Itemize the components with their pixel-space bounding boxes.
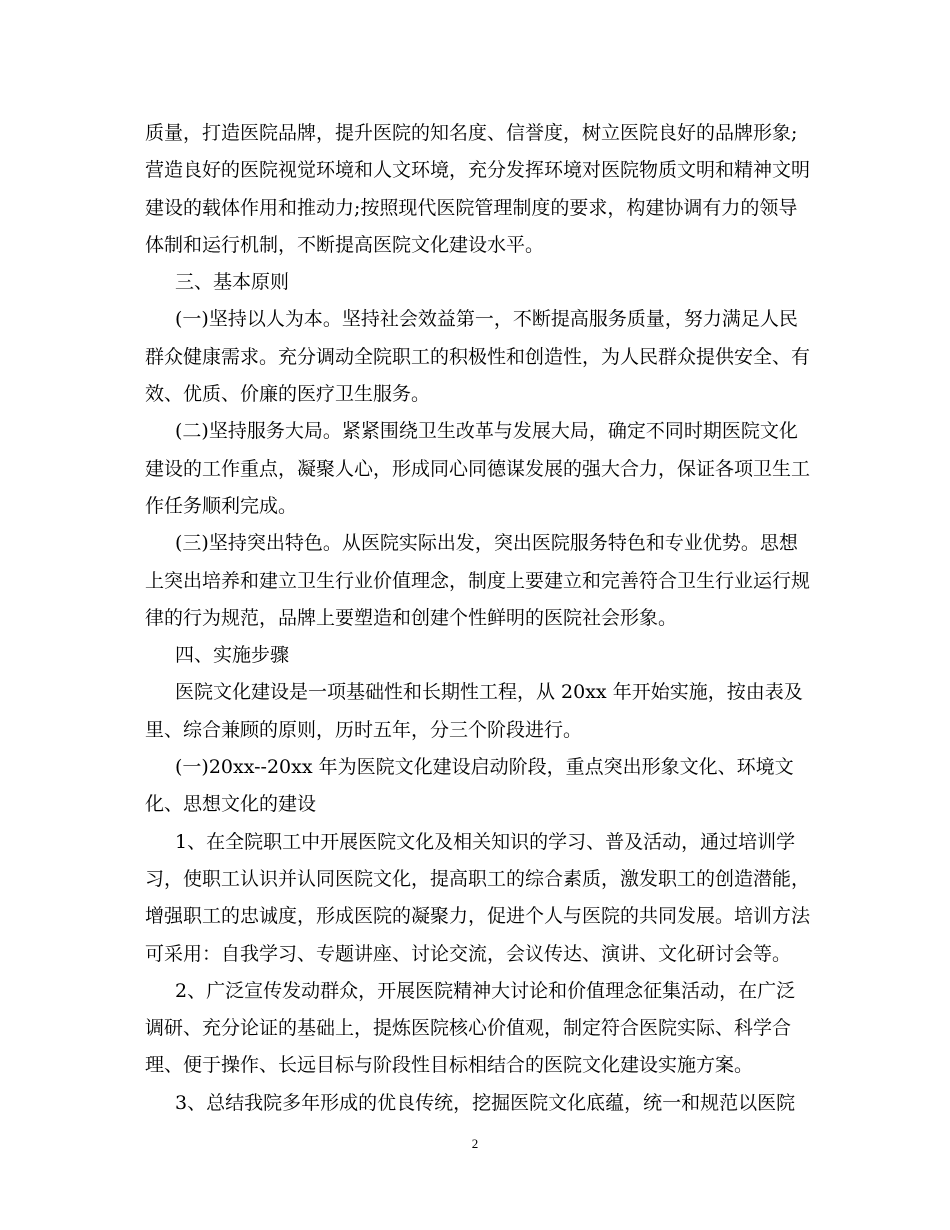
paragraph-line: 医院文化建设是一项基础性和长期性工程，从 20xx 年开始实施，按由表及 xyxy=(175,681,803,704)
paragraph-line: 2、广泛宣传发动群众，开展医院精神大讨论和价值理念征集活动，在广泛 xyxy=(175,979,796,1002)
paragraph-line: 上突出培养和建立卫生行业价值理念，制度上要建立和完善符合卫生行业运行规 xyxy=(145,569,811,592)
paragraph-line: 可采用：自我学习、专题讲座、讨论交流，会议传达、演讲、文化研讨会等。 xyxy=(145,942,792,965)
paragraph-line: 体制和运行机制，不断提高医院文化建设水平。 xyxy=(145,233,545,256)
section-heading: 四、实施步骤 xyxy=(175,644,290,667)
paragraph-line: 增强职工的忠诚度，形成医院的凝聚力，促进个人与医院的共同发展。培训方法 xyxy=(145,905,811,928)
paragraph-line: (二)坚持服务大局。紧紧围绕卫生改革与发展大局，确定不同时期医院文化 xyxy=(175,420,798,443)
paragraph-line: 质量，打造医院品牌，提升医院的知名度、信誉度，树立医院良好的品牌形象; xyxy=(145,122,798,144)
paragraph-line: 效、优质、价廉的医疗卫生服务。 xyxy=(145,383,431,406)
paragraph-line: 律的行为规范，品牌上要塑造和创建个性鲜明的医院社会形象。 xyxy=(145,606,678,629)
paragraph-line: 3、总结我院多年形成的优良传统，挖掘医院文化底蕴，统一和规范以医院 xyxy=(175,1091,796,1114)
paragraph-line: 1、在全院职工中开展医院文化及相关知识的学习、普及活动，通过培训学 xyxy=(175,830,796,853)
paragraph-line: 化、思想文化的建设 xyxy=(145,793,317,816)
paragraph-line: (三)坚持突出特色。从医院实际出发，突出医院服务特色和专业优势。思想 xyxy=(175,532,798,555)
paragraph-line: 调研、充分论证的基础上，提炼医院核心价值观，制定符合医院实际、科学合 xyxy=(145,1017,792,1040)
paragraph-line: 建设的工作重点，凝聚人心，形成同心同德谋发展的强大合力，保证各项卫生工 xyxy=(145,457,811,480)
section-heading: 三、基本原则 xyxy=(175,271,290,294)
paragraph-line: 营造良好的医院视觉环境和人文环境，充分发挥环境对医院物质文明和精神文明 xyxy=(145,159,811,182)
paragraph-line: 作任务顺利完成。 xyxy=(145,494,298,517)
paragraph-line: (一)坚持以人为本。坚持社会效益第一，不断提高服务质量，努力满足人民 xyxy=(175,308,798,331)
paragraph-line: 习，使职工认识并认同医院文化，提高职工的综合素质，激发职工的创造潜能， xyxy=(145,867,811,890)
paragraph-line: 建设的载体作用和推动力;按照现代医院管理制度的要求，构建协调有力的领导 xyxy=(145,196,798,219)
body-text xyxy=(145,115,811,1122)
paragraph-line: (一)20xx--20xx 年为医院文化建设启动阶段，重点突出形象文化、环境文 xyxy=(175,756,794,779)
page-number: 2 xyxy=(471,1136,479,1151)
paragraph-line: 群众健康需求。充分调动全院职工的积极性和创造性，为人民群众提供安全、有 xyxy=(145,345,811,368)
paragraph-line: 理、便于操作、长远目标与阶段性目标相结合的医院文化建设实施方案。 xyxy=(145,1054,754,1077)
paragraph-line: 里、综合兼顾的原则，历时五年，分三个阶段进行。 xyxy=(145,718,583,741)
